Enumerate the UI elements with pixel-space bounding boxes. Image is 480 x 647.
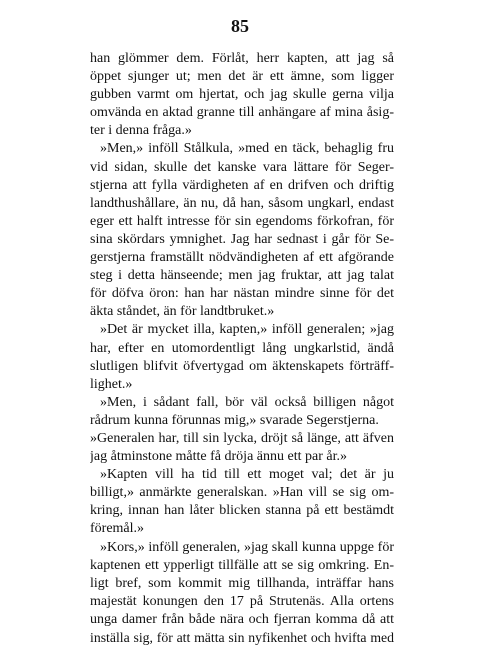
text-line: eger ett halft intresse för sin egendoms förkofran, för — [90, 213, 394, 229]
text-line: »Kors,» inföll generalen, »jag skall kunna uppge för — [100, 539, 394, 555]
text-line: slutligen blifvit öfvertygad om äktenskapets förträff- — [90, 358, 394, 374]
text-line: föremål.» — [90, 521, 145, 537]
text-line: vid sidan, skulle det kanske vara lättare för Seger- — [90, 159, 394, 175]
text-line: har, efter en utomordentligt lång ungkarlstid, ändå — [90, 340, 394, 356]
text-line: landthushållare, än nu, då han, såsom ungkarl, endast — [90, 195, 394, 211]
text-line: »Kapten vill ha tid till ett moget val; det är ju — [100, 467, 394, 483]
text-line: »Det är mycket illa, kapten,» inföll generalen; »jag — [100, 322, 394, 338]
text-line: äkta ståndet, än för landtbruket.» — [90, 304, 275, 320]
text-line: billigt,» anmärkte generalskan. »Han vill se sig om- — [90, 485, 394, 501]
text-line: ligt bref, som kommit mig tillhanda, inträffar hans — [90, 575, 394, 591]
text-line: ter i denna fråga.» — [90, 123, 192, 139]
text-line: unga damer från både nära och fjerran komma då att — [90, 611, 394, 627]
text-line: inställa sig, för att mätta sin nyfikenhet och hvifta med — [90, 630, 394, 645]
text-line: majestät konungen den 17 på Strutenäs. Alla ortens — [90, 593, 394, 609]
text-line: stjerna att fylla värdigheten af en drifven och driftig — [90, 177, 394, 193]
text-line: kaptenen ett ypperligt tillfälle att se sig omkring. En- — [90, 557, 394, 573]
page-number: 85 — [231, 16, 249, 36]
text-line: kring, innan han låter blicken stanna på ett bestämdt — [90, 503, 394, 519]
text-line: sina skördars ymnighet. Jag har sednast i går för Se- — [90, 231, 394, 247]
text-line: öppet sjunger ut; men det är ett ämne, som ligger — [90, 69, 394, 85]
text-line: gubben varmt om hjertat, och jag skulle gerna vilja — [90, 87, 394, 103]
text-line: jag åtminstone måtte få dröja ännu ett par år.» — [90, 449, 347, 465]
text-line: »Men, i sådant fall, bör väl också billigen något — [100, 394, 394, 410]
text-line: han glömmer dem. Förlåt, herr kapten, att jag så — [90, 51, 394, 66]
text-line: gerstjerna framställt nödvändigheten af ett afgörande — [90, 250, 394, 266]
body-text — [90, 50, 394, 647]
text-line: omvända en aktad granne till anhängare af mina åsig- — [90, 105, 394, 121]
text-line: för döfva öron: han har nästan mindre sinne för det — [90, 286, 394, 302]
text-line: »Men,» inföll Stålkula, »med en täck, behaglig fru — [100, 141, 394, 157]
text-line: »Generalen har, till sin lycka, dröjt så länge, att äfven — [90, 430, 394, 446]
text-line: steg i detta hänseende; men jag fruktar, att jag talat — [90, 268, 394, 284]
text-line: rådrum kunna förunnas mig,» svarade Segerstjerna. — [90, 412, 379, 428]
text-line: lighet.» — [90, 376, 133, 392]
